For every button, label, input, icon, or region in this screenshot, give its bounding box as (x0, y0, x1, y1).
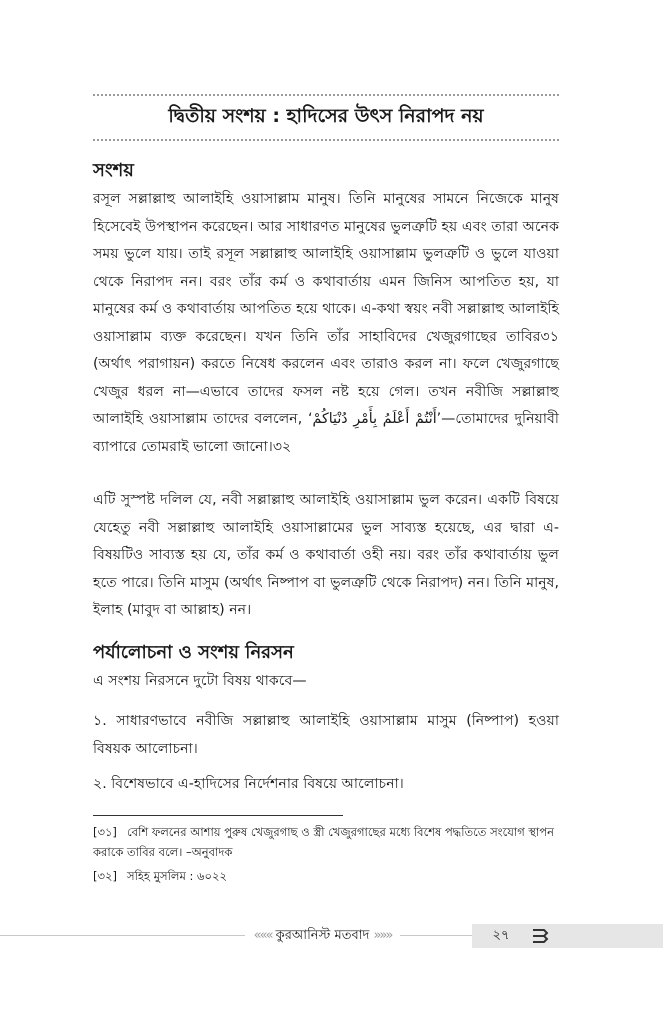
review-intro: এ সংশয় নিরসনে দুটো বিষয় থাকবে— (93, 673, 307, 689)
running-footer-title (245, 924, 400, 948)
page-number: ২৭ (492, 928, 510, 943)
footnote-number: [৩২] (93, 869, 117, 883)
chapter-heading: দ্বিতীয় সংশয় : হাদিসের উৎস নিরাপদ নয় (168, 105, 484, 127)
heading-bottom-dotted-divider (93, 139, 559, 141)
doubt-paragraph-1: রসূল সল্লাল্লাহু আলাইহি ওয়াসাল্লাম মানুষ। তিনি মানুষের সামনে নিজেকে মানুষ হিসেবেই উপস্থাপন করেছেন। আর সাধারণত মানুষের ভুলত্রুটি হয় এবং তারা অনেক সময় ভুলে যায়। তাই রসূল সল্লাল্লাহু আলাইহি ওয়াসাল্লাম ভুলত্রুটি ও ভুলে যাওয়া থেকে নিরাপদ নন। বরং তাঁর কর্ম ও কথাবার্তায় এমন জিনিস আপতিত হয়, যা মানুষের কর্ম ও কথাবার্তায় আপতিত হয়ে থাকে। এ-কথা স্বয়ং নবী সল্লাল্লাহু আলাইহি ওয়াসাল্লাম ব্যক্ত করেছেন। যখন তিনি তাঁর সাহাবিদের খেজুরগাছের তাবির৩১ (অর্থাৎ পরাগায়ন) করতে নিষেধ করলেন এবং তারাও করল না। ফলে খেজুরগাছে খেজুর ধরল না—এভাবে তাদের ফসল নষ্ট হয়ে গেল। তখন নবীজি সল্লাল্লাহু আলাইহি ওয়াসাল্লাম তাদের বললেন, ‘أَنْتُمْ أَعْلَمُ بِأَمْرِ دُنْيَاكُمْ’—তোমাদের দুনিয়াবী ব্যাপারে তোমরাই ভালো জানো।৩২ (93, 191, 559, 455)
footnote-separator (93, 815, 343, 816)
page-footer (0, 924, 663, 948)
footnote-text: সহিহ মুসলিম : ৬০২২ (127, 869, 227, 883)
chevron-right-icon: »»» (373, 928, 392, 943)
page-tab-strip (554, 924, 663, 948)
section-heading-doubt: সংশয় (93, 160, 134, 181)
footnote-number: [৩১] (93, 825, 117, 839)
review-item-1: ১. সাধারণভাবে নবীজি সল্লাল্লাহু আলাইহি ওয়াসাল্লাম মাসুম (নিষ্পাপ) হওয়া বিষয়ক আলোচনা। (93, 713, 559, 757)
footnote-32 (93, 866, 559, 886)
footnote-text: বেশি ফলনের আশায় পুরুষ খেজুরগাছ ও স্ত্রী খেজুরগাছের মধ্যে বিশেষ পদ্ধতিতে সংযোগ স্থাপন করাকে তাবির বলে। –অনুবাদক (93, 825, 555, 859)
book-title: কুরআনিস্ট মতবাদ (275, 928, 370, 943)
footnote-31 (93, 822, 559, 862)
chevron-left-icon: ««« (253, 928, 272, 943)
section-heading-review: পর্যালোচনা ও সংশয় নিরসন (93, 642, 294, 663)
top-dotted-divider (93, 94, 559, 96)
doubt-paragraph-2: এটি সুস্পষ্ট দলিল যে, নবী সল্লাল্লাহু আলাইহি ওয়াসাল্লাম ভুল করেন। একটি বিষয়ে যেহেতু নবী সল্লাল্লাহু আলাইহি ওয়াসাল্লামের ভুল সাব্যস্ত হয়েছে, এর দ্বারা এ-বিষয়টিও সাব্যস্ত হয় যে, তাঁর কর্ম ও কথাবার্তা ওহী নয়। বরং তাঁর কথাবার্তায় ভুল হতে পারে। তিনি মাসুম (অর্থাৎ নিষ্পাপ বা ভুলত্রুটি থেকে নিরাপদ) নন। তিনি মানুষ, ইলাহ (মাবুদ বা আল্লাহ) নন। (93, 492, 559, 618)
review-item-2: ২. বিশেষভাবে এ-হাদিসের নির্দেশনার বিষয়ে আলোচনা। (93, 776, 404, 792)
book-page-icon (531, 927, 549, 945)
